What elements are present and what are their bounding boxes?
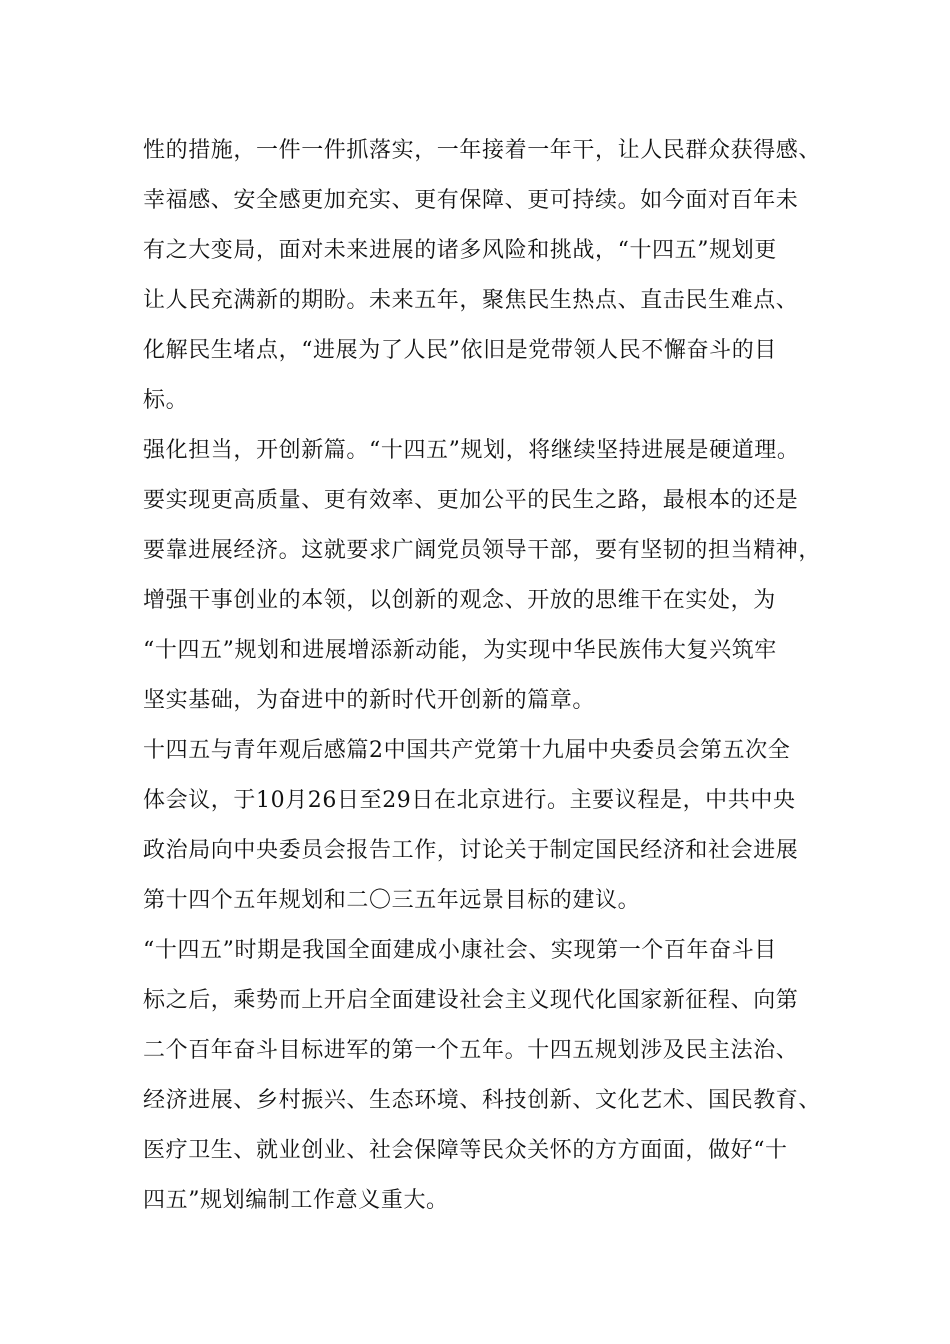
text-line: 医疗卫生、就业创业、社会保障等民众关怀的方方面面，做好“十: [143, 1138, 788, 1163]
text-line: 标之后，乘势而上开启全面建设社会主义现代化国家新征程、向第: [143, 988, 799, 1013]
text-line: 要实现更高质量、更有效率、更加公平的民生之路，最根本的还是: [143, 488, 799, 513]
text-line: 幸福感、安全感更加充实、更有保障、更可持续。如今面对百年未: [143, 188, 799, 213]
text-line: 政治局向中央委员会报告工作，讨论关于制定国民经济和社会进展: [143, 838, 799, 863]
text-line: 十四五与青年观后感篇2中国共产党第十九届中央委员会第五次全: [143, 738, 791, 763]
text-line: 第十四个五年规划和二〇三五年远景目标的建议。: [143, 888, 641, 913]
text-line: “十四五”规划和进展增添新动能，为实现中华民族伟大复兴筑牢: [143, 638, 777, 663]
text-line: “十四五”时期是我国全面建成小康社会、实现第一个百年奋斗目: [143, 938, 777, 963]
text-line: 体会议，于10月26日至29日在北京进行。主要议程是，中共中央: [143, 788, 796, 813]
text-line: 强化担当，开创新篇。“十四五”规划，将继续坚持进展是硬道理。: [143, 438, 800, 463]
document-body: [143, 126, 833, 1226]
text-line: 有之大变局，面对未来进展的诸多风险和挑战，“十四五”规划更: [143, 238, 777, 263]
text-line: 增强干事创业的本领，以创新的观念、开放的思维干在实处，为: [143, 588, 776, 613]
text-line: 化解民生堵点，“进展为了人民”依旧是党带领人民不懈奋斗的目: [143, 338, 777, 363]
text-line: 经济进展、乡村振兴、生态环境、科技创新、文化艺术、国民教育、: [143, 1088, 822, 1113]
text-line: 让人民充满新的期盼。未来五年，聚焦民生热点、直击民生难点、: [143, 288, 799, 313]
text-line: 标。: [143, 388, 189, 413]
text-line: 坚实基础，为奋进中的新时代开创新的篇章。: [143, 688, 596, 713]
text-line: 要靠进展经济。这就要求广阔党员领导干部，要有坚韧的担当精神，: [143, 538, 822, 563]
text-line: 性的措施，一件一件抓落实，一年接着一年干，让人民群众获得感、: [143, 138, 822, 163]
text-line: 四五”规划编制工作意义重大。: [143, 1188, 449, 1213]
text-line: 二个百年奋斗目标进军的第一个五年。十四五规划涉及民主法治、: [143, 1038, 799, 1063]
